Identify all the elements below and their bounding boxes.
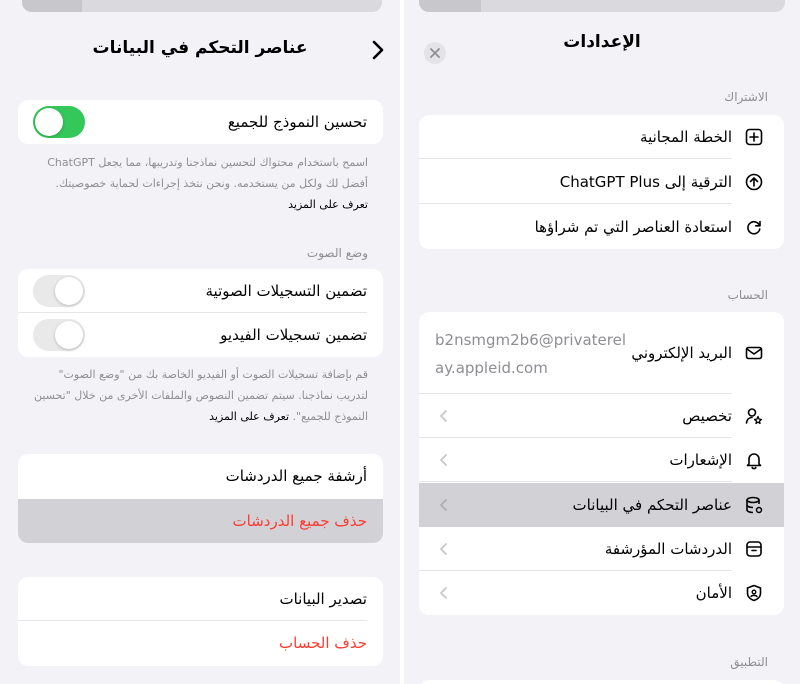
chevron-left-icon [439, 409, 449, 423]
delete-all-label: حذف جميع الدردشات [232, 512, 367, 530]
improve-model-toggle[interactable] [33, 106, 85, 138]
account-card [419, 312, 784, 615]
subscription-card [419, 115, 784, 249]
delete-all-row[interactable] [18, 499, 383, 543]
chevron-left-icon [439, 498, 449, 512]
data-controls-sheet [0, 12, 400, 684]
archive-all-row[interactable] [18, 454, 383, 498]
settings-sheet [404, 12, 800, 684]
security-row[interactable] [419, 571, 784, 615]
background-sheet [419, 0, 785, 12]
restore-icon [744, 217, 764, 237]
archive-all-label: أرشفة جميع الدردشات [225, 467, 367, 485]
improve-model-card [18, 100, 383, 144]
plus-square-icon [744, 127, 764, 147]
bell-icon [744, 450, 764, 470]
account-section-header: الحساب [727, 288, 768, 302]
include-audio-toggle[interactable] [33, 275, 85, 307]
email-row[interactable] [419, 312, 784, 394]
chevron-back-icon[interactable] [368, 38, 388, 62]
free-plan-label: الخطة المجانية [640, 128, 732, 146]
voice-learn-more-link[interactable]: تعرف على المزيد [209, 410, 290, 423]
upgrade-row[interactable] [419, 160, 784, 204]
email-label: البريد الإلكتروني [631, 344, 732, 362]
chevron-left-icon [439, 586, 449, 600]
voice-card [18, 269, 383, 357]
delete-account-row[interactable] [18, 621, 383, 665]
shield-icon [744, 583, 764, 603]
restore-purchases-row[interactable] [419, 205, 784, 249]
background-sheet [22, 0, 382, 12]
export-data-label: تصدير البيانات [279, 590, 367, 608]
archived-chats-label: الدردشات المؤرشفة [604, 540, 732, 558]
chats-actions-card [18, 454, 383, 543]
data-controls-icon [744, 495, 764, 515]
notifications-label: الإشعارات [669, 451, 732, 469]
personalize-icon [744, 406, 764, 426]
include-video-row[interactable] [18, 313, 383, 357]
settings-screen [404, 0, 800, 684]
archive-icon [744, 539, 764, 559]
improve-model-help-text: اسمح باستخدام محتواك لتحسين نماذجنا وتدريبها، مما يجعل ChatGPT أفضل لك ولكل من يستخدمه. ونحن نتخذ إجراءات لحماية خصوصيتك. [47, 156, 368, 190]
email-value: b2nsmgm2b6@privaterelay.appleid.com [435, 331, 627, 377]
chevron-left-icon [439, 453, 449, 467]
delete-account-label: حذف الحساب [279, 634, 367, 652]
subscription-section-header: الاشتراك [724, 90, 768, 104]
learn-more-link[interactable]: تعرف على المزيد [288, 198, 368, 211]
voice-section-header: وضع الصوت [306, 246, 368, 260]
page-title: الإعدادات [563, 32, 641, 52]
notifications-row[interactable] [419, 438, 784, 482]
account-actions-card [18, 577, 383, 666]
improve-model-label: تحسين النموذج للجميع [227, 113, 367, 131]
app-section-header: التطبيق [730, 655, 768, 669]
include-video-toggle[interactable] [33, 319, 85, 351]
export-data-row[interactable] [18, 577, 383, 621]
upgrade-arrow-icon [744, 172, 764, 192]
chevron-left-icon [439, 542, 449, 556]
app-card [419, 680, 784, 684]
data-controls-row[interactable] [419, 483, 784, 527]
voice-help [33, 364, 368, 427]
include-audio-label: تضمين التسجيلات الصوتية [205, 282, 367, 300]
page-title: عناصر التحكم في البيانات [92, 38, 308, 58]
mail-icon [744, 343, 764, 363]
archived-chats-row[interactable] [419, 527, 784, 571]
data-controls-label: عناصر التحكم في البيانات [572, 496, 732, 514]
include-video-label: تضمين تسجيلات الفيديو [220, 326, 367, 344]
include-audio-row[interactable] [18, 269, 383, 313]
improve-model-row[interactable] [18, 100, 383, 144]
free-plan-row[interactable] [419, 115, 784, 159]
personalize-row[interactable] [419, 394, 784, 438]
upgrade-label: الترقية إلى ChatGPT Plus [559, 173, 732, 191]
personalize-label: تخصيص [682, 407, 732, 425]
voice-help-text: قم بإضافة تسجيلات الصوت أو الفيديو الخاصة بك من "وضع الصوت" لتدريب نماذجنا. سيتم تضمين النصوص والملفات الأخرى من خلال "تحسين النموذج للجميع". [34, 368, 368, 423]
restore-purchases-label: استعادة العناصر التي تم شراؤها [534, 218, 732, 236]
improve-model-help [33, 152, 368, 215]
security-label: الأمان [695, 584, 732, 602]
